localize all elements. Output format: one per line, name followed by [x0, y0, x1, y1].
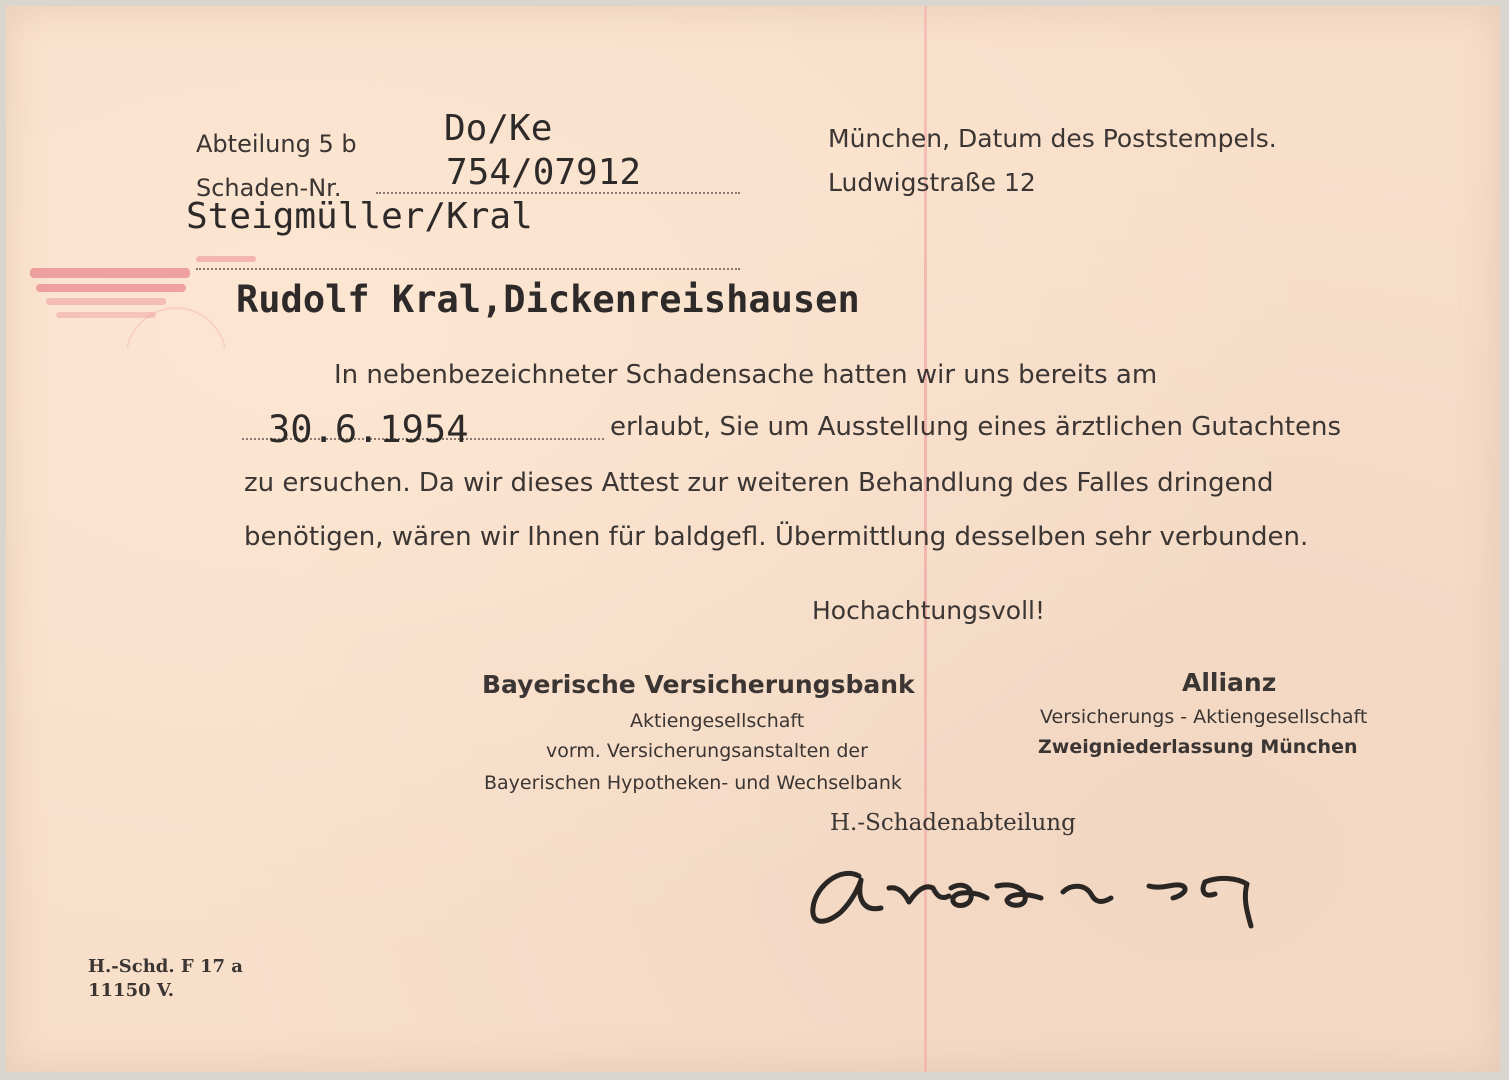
company-left-line-3: Bayerischen Hypotheken- und Wechselbank [484, 772, 902, 794]
print-number: 11150 V. [88, 980, 174, 1001]
company-right-name: Allianz [1182, 668, 1277, 697]
typed-names: Steigmüller/Kral [186, 196, 533, 237]
handwritten-signature [801, 846, 1271, 941]
form-number: H.-Schd. F 17 a [88, 956, 243, 977]
company-right-line-2: Zweigniederlassung München [1038, 736, 1358, 758]
addressee: Rudolf Kral,Dickenreishausen [236, 278, 860, 321]
company-left-line-1: Aktiengesellschaft [630, 710, 805, 732]
closing: Hochachtungsvoll! [812, 596, 1045, 625]
typed-date: 30.6.1954 [268, 408, 469, 451]
name-dotted-line [196, 268, 740, 270]
body-line-3: zu ersuchen. Da wir dieses Attest zur weiteren Behandlung des Falles dringend [244, 468, 1274, 498]
body-line-2: erlaubt, Sie um Ausstellung eines ärztlichen Gutachtens [610, 412, 1341, 442]
company-left-name: Bayerische Versicherungsbank [482, 670, 915, 699]
claim-number-label: Schaden-Nr. [196, 174, 342, 202]
street-address: Ludwigstraße 12 [828, 168, 1036, 197]
department-signature-line: H.-Schadenabteilung [830, 810, 1076, 836]
document-card [6, 6, 1500, 1072]
place-date: München, Datum des Poststempels. [828, 124, 1277, 153]
typed-claim-number: 754/07912 [446, 152, 642, 193]
body-line-4: benötigen, wären wir Ihnen für baldgefl. Übermittlung desselben sehr verbunden. [244, 522, 1309, 552]
company-right-line-1: Versicherungs - Aktiengesellschaft [1040, 706, 1368, 728]
company-left-line-2: vorm. Versicherungsanstalten der [546, 740, 868, 762]
red-stamp [26, 238, 256, 348]
typed-reference: Do/Ke [444, 108, 553, 149]
department-label: Abteilung 5 b [196, 130, 357, 158]
body-line-1: In nebenbezeichneter Schadensache hatten wir uns bereits am [334, 360, 1158, 390]
